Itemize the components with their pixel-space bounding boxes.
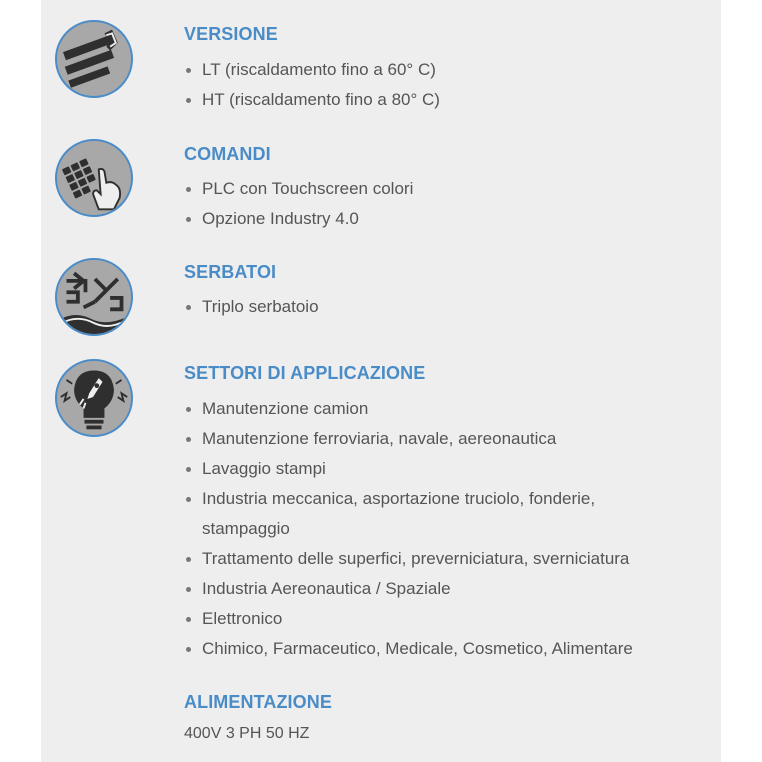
list-item: Industria Aereonautica / Spaziale <box>184 574 684 604</box>
list-item: HT (riscaldamento fino a 80° C) <box>184 85 684 115</box>
list-item: Lavaggio stampi <box>184 454 684 484</box>
list-item: Elettronico <box>184 604 684 634</box>
list-item: Trattamento delle superfici, preverniciatura, sverniciatura <box>184 544 684 574</box>
list-item: Industria meccanica, asportazione truciolo, fonderie, stampaggio <box>184 484 652 544</box>
list-comandi <box>184 174 684 234</box>
tank-flow-icon <box>55 258 133 336</box>
section-title-comandi: COMANDI <box>184 144 271 164</box>
lightbulb-rocket-icon <box>55 359 133 437</box>
list-item: Chimico, Farmaceutico, Medicale, Cosmetico, Alimentare <box>184 634 684 664</box>
list-serbatoi <box>184 292 684 322</box>
list-settori <box>184 394 684 664</box>
list-item: Triplo serbatoio <box>184 292 684 322</box>
list-item: Manutenzione ferroviaria, navale, aereonautica <box>184 424 684 454</box>
power-spec: 400V 3 PH 50 HZ <box>184 725 310 742</box>
section-title-serbatoi: SERBATOI <box>184 262 277 282</box>
list-item: Opzione Industry 4.0 <box>184 204 684 234</box>
section-title-versione: VERSIONE <box>184 24 278 44</box>
keypad-touch-icon <box>55 139 133 217</box>
section-title-settori: SETTORI DI APPLICAZIONE <box>184 363 426 383</box>
pipes-icon <box>55 20 133 98</box>
list-item: LT (riscaldamento fino a 60° C) <box>184 55 684 85</box>
list-item: Manutenzione camion <box>184 394 684 424</box>
list-versione <box>184 55 684 115</box>
section-title-alimentazione: ALIMENTAZIONE <box>184 692 332 712</box>
list-item: PLC con Touchscreen colori <box>184 174 684 204</box>
